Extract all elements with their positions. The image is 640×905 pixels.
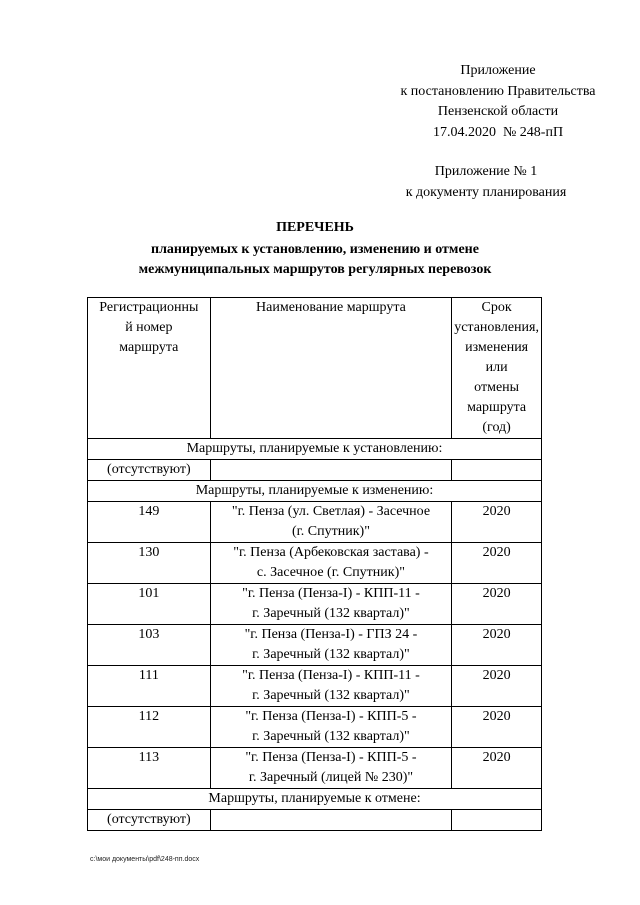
appendix-line: к постановлению Правительства: [400, 83, 596, 99]
footer-file-path: c:\мои документы\pdf\248-пп.docx: [90, 856, 200, 863]
appendix2-line: к документу планирования: [405, 184, 567, 200]
section-label: Маршруты, планируемые к изменению:: [88, 481, 542, 502]
document-title: [90, 218, 540, 281]
title-subtitle: межмуниципальных маршрутов регулярных перевозок: [138, 262, 492, 277]
title-main: ПЕРЕЧЕНЬ: [276, 220, 354, 235]
section-row-change: [88, 481, 542, 502]
route-number: 113: [88, 748, 211, 789]
appendix-date-number: 17.04.2020 № 248-пП: [432, 124, 564, 140]
route-name: "г. Пенза (Пенза-I) - КПП-11 - г. Заречный (132 квартал)": [210, 666, 452, 707]
route-year: 2020: [452, 543, 542, 584]
empty-cell: [452, 810, 542, 831]
route-year: 2020: [452, 625, 542, 666]
route-name: "г. Пенза (ул. Светлая) - Засечное (г. Спутник)": [210, 502, 452, 543]
route-year: 2020: [452, 707, 542, 748]
table-row-absent: [88, 810, 542, 831]
table-header-row: [88, 298, 542, 439]
route-name: "г. Пенза (Арбековская застава) - с. Засечное (г. Спутник)": [210, 543, 452, 584]
table-row: [88, 625, 542, 666]
header-reg-number: Регистрационны й номер маршрута: [88, 298, 211, 439]
table-row: [88, 666, 542, 707]
route-year: 2020: [452, 666, 542, 707]
route-name: "г. Пенза (Пенза-I) - КПП-11 - г. Заречный (132 квартал)": [210, 584, 452, 625]
table-row-absent: [88, 460, 542, 481]
route-year: 2020: [452, 584, 542, 625]
table-row: [88, 748, 542, 789]
appendix-line: Пензенской области: [437, 104, 559, 119]
appendix-block: [380, 61, 616, 143]
section-label: Маршруты, планируемые к установлению:: [88, 439, 542, 460]
route-number: 149: [88, 502, 211, 543]
table-row: [88, 543, 542, 584]
appendix-line: Приложение: [460, 63, 536, 78]
route-number: 103: [88, 625, 211, 666]
title-subtitle: планируемых к установлению, изменению и отмене: [151, 241, 479, 257]
route-year: 2020: [452, 748, 542, 789]
route-name: "г. Пенза (Пенза-I) - КПП-5 - г. Заречный (лицей № 230)": [210, 748, 452, 789]
empty-cell: [452, 460, 542, 481]
absent-cell: (отсутствуют): [88, 460, 211, 481]
header-route-name: Наименование маршрута: [210, 298, 452, 439]
appendix2-line: Приложение № 1: [434, 164, 538, 179]
empty-cell: [210, 810, 452, 831]
route-number: 112: [88, 707, 211, 748]
table-row: [88, 502, 542, 543]
section-row-cancel: [88, 789, 542, 810]
route-name: "г. Пенза (Пенза-I) - КПП-5 - г. Заречный (132 квартал)": [210, 707, 452, 748]
route-name: "г. Пенза (Пенза-I) - ГПЗ 24 - г. Заречный (132 квартал)": [210, 625, 452, 666]
route-number: 101: [88, 584, 211, 625]
absent-cell: (отсутствуют): [88, 810, 211, 831]
route-year: 2020: [452, 502, 542, 543]
header-term: Срок установления, изменения или отмены маршрута (год): [452, 298, 542, 439]
appendix-secondary-block: [380, 162, 592, 203]
routes-table: [87, 297, 542, 831]
route-number: 130: [88, 543, 211, 584]
table-row: [88, 707, 542, 748]
section-row-establish: [88, 439, 542, 460]
section-label: Маршруты, планируемые к отмене:: [88, 789, 542, 810]
table-row: [88, 584, 542, 625]
empty-cell: [210, 460, 452, 481]
route-number: 111: [88, 666, 211, 707]
